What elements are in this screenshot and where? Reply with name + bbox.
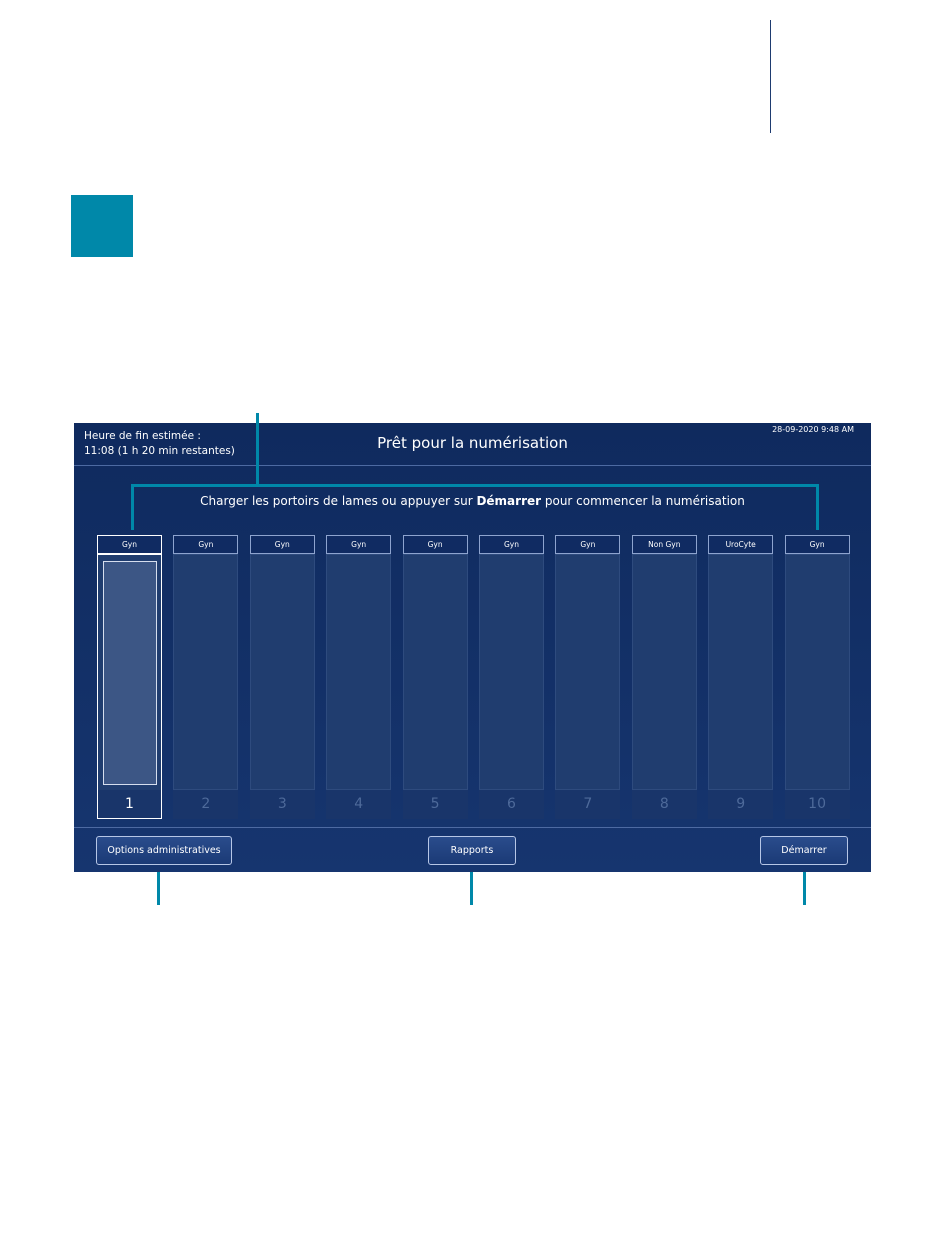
slide-rack-10[interactable] <box>785 535 850 819</box>
rack-type-label: Gyn <box>403 535 468 554</box>
slide-rack-7[interactable] <box>555 535 620 819</box>
rack-slot <box>97 554 162 790</box>
rack-type-label: Non Gyn <box>632 535 697 554</box>
slide-rack-9[interactable] <box>708 535 773 819</box>
rack-slot <box>173 554 238 790</box>
rack-number: 6 <box>479 790 544 819</box>
chapter-marker <box>71 195 133 257</box>
rack-number: 10 <box>785 790 850 819</box>
eta-value: 11:08 (1 h 20 min restantes) <box>84 445 235 457</box>
rack-type-label: Gyn <box>250 535 315 554</box>
rack-type-label: Gyn <box>785 535 850 554</box>
rack-type-label: Gyn <box>173 535 238 554</box>
header-divider <box>74 465 871 466</box>
rack-bracket <box>131 484 819 487</box>
rack-number: 3 <box>250 790 315 819</box>
rack-number: 1 <box>97 790 162 819</box>
rack-slot <box>708 554 773 790</box>
rack-type-label: Gyn <box>555 535 620 554</box>
scanner-screen <box>74 423 871 872</box>
slide-rack-3[interactable] <box>250 535 315 819</box>
rack-slot <box>555 554 620 790</box>
callout-line-start <box>803 872 806 905</box>
start-button[interactable]: Démarrer <box>760 836 848 865</box>
page-title: Prêt pour la numérisation <box>377 434 568 452</box>
rack-type-label: Gyn <box>326 535 391 554</box>
slide-rack-1[interactable] <box>97 535 162 819</box>
slide-rack-5[interactable] <box>403 535 468 819</box>
rack-number: 5 <box>403 790 468 819</box>
rack-type-label: Gyn <box>97 535 162 554</box>
loaded-rack-indicator <box>103 561 157 785</box>
slide-rack-8[interactable] <box>632 535 697 819</box>
screen-header <box>74 423 871 465</box>
rack-slot <box>479 554 544 790</box>
datetime: 28-09-2020 9:48 AM <box>772 425 854 434</box>
slide-rack-2[interactable] <box>173 535 238 819</box>
slide-rack-4[interactable] <box>326 535 391 819</box>
margin-rule <box>770 20 771 133</box>
rack-number: 7 <box>555 790 620 819</box>
rack-number: 9 <box>708 790 773 819</box>
instruction-text: Charger les portoirs de lames ou appuyer sur Démarrer pour commencer la numérisation <box>200 494 745 508</box>
rack-type-label: UroCyte <box>708 535 773 554</box>
slide-rack-6[interactable] <box>479 535 544 819</box>
rack-type-label: Gyn <box>479 535 544 554</box>
rack-number: 2 <box>173 790 238 819</box>
rack-slot <box>403 554 468 790</box>
instruction-start-word: Démarrer <box>476 494 542 508</box>
rack-slot <box>632 554 697 790</box>
eta-label: Heure de fin estimée : <box>84 430 201 442</box>
rack-slot <box>785 554 850 790</box>
callout-line-admin <box>157 872 160 905</box>
rack-number: 8 <box>632 790 697 819</box>
rack-slot <box>326 554 391 790</box>
callout-line-instruction-inner <box>256 423 259 484</box>
reports-button[interactable]: Rapports <box>428 836 516 865</box>
admin-options-button[interactable]: Options administratives <box>96 836 232 865</box>
rack-number: 4 <box>326 790 391 819</box>
rack-slot <box>250 554 315 790</box>
callout-line-reports <box>470 872 473 905</box>
footer-divider <box>74 827 871 828</box>
